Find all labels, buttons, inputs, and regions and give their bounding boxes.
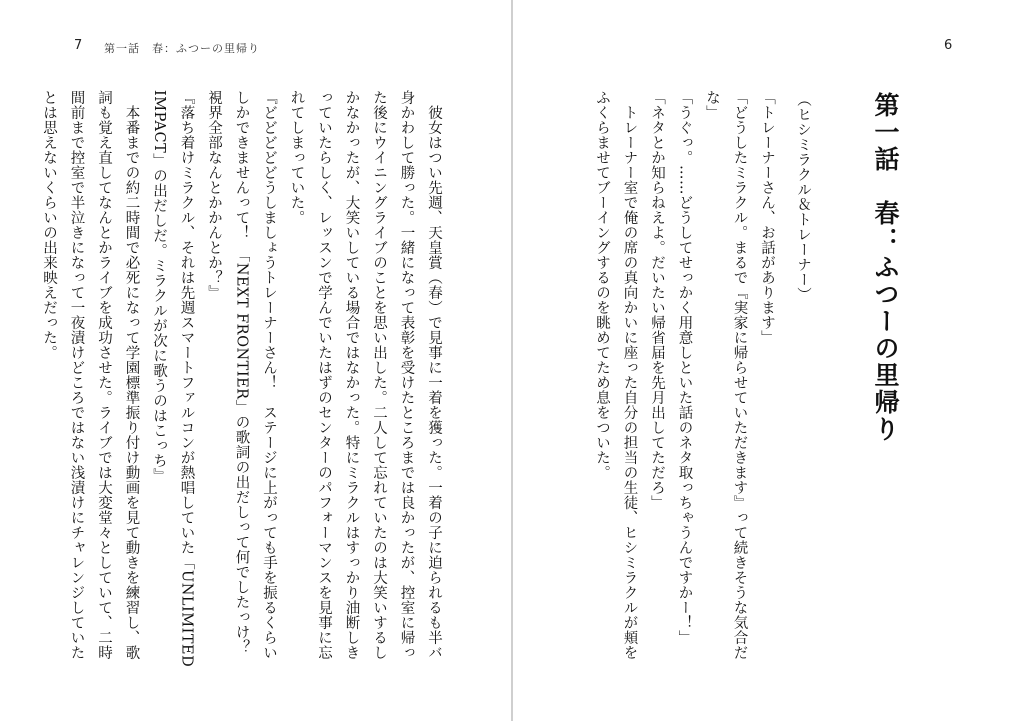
page-number-right: 6 bbox=[944, 38, 953, 53]
paragraph: トレーナー室で俺の席の真向かいに座った自分の担当の生徒、ヒシミラクルが頬をふくらませてブーイングするのを眺めてため息をついた。 bbox=[594, 90, 638, 660]
right-page bbox=[513, 0, 1024, 721]
paragraph: 「うぐっ。……どうしてせっかく用意しといた話のネタ取っちゃうんですかー！」 bbox=[676, 90, 693, 645]
paragraph: 彼女はつい先週、天皇賞（春）で見事に一着を獲った。一着の子に迫られるも半バ身かわして勝った。一緒になって表彰を受けたところまでは良かったが、控室に帰った後にウイニングライブのことを思い出した。二人して忘れていたのは大笑いするしかなかったが、大笑いしている場合ではなかった。特にミラクルはすっかり油断しきっていたらしく、レッスンで学んでいたはずのセンターのパフォーマンスを見事に忘れてしまっていた。 bbox=[288, 90, 442, 660]
paragraph: 「ネタとか知らねえよ。だいたい帰省届を先月出してただろ」 bbox=[649, 90, 665, 510]
chapter-title: 第一話 春：ふつーの里帰り bbox=[871, 92, 900, 443]
page-number-left: 7 bbox=[74, 38, 83, 53]
right-page-body bbox=[588, 90, 781, 670]
running-head: 第一話 春：ふつーの里帰り bbox=[104, 42, 260, 55]
chapter-subtitle: （ヒシミラクル＆トレーナー） bbox=[795, 92, 811, 302]
paragraph: 『落ち着けミラクル、それは先週スマートファルコンが熱唱していた「UNLIMITED IMPACT」の出だしだ。ミラクルが次に歌うのはこっち』 bbox=[151, 90, 195, 668]
paragraph: 本番までの約二時間で必死になって学園標準振り付け動画を見て動きを練習し、歌詞も覚え直してなんとかライブを成功させた。ライブでは大変堂々としていて、二時間前まで控室で半泣きになって一夜漬けどころではない浅漬けにチャレンジしていたとは思えないくらいの出来映えだった。 bbox=[41, 90, 140, 660]
paragraph: 「トレーナーさん、お話があります」 bbox=[759, 90, 775, 345]
left-page-body bbox=[35, 90, 448, 670]
left-page bbox=[0, 0, 511, 721]
paragraph: 『どどどどどうしましょうトレーナーさん！ ステージに上がっても手を振るくらいしかできませんって！ 「NEXT FRONTIER」の歌詞の出だしって何でしたっけ？ 視界全部なんとかかんとか？』 bbox=[206, 90, 277, 670]
paragraph: 「どうしたミラクル。まるで『実家に帰らせていただきます』って続きそうな気合だな」 bbox=[704, 90, 748, 660]
